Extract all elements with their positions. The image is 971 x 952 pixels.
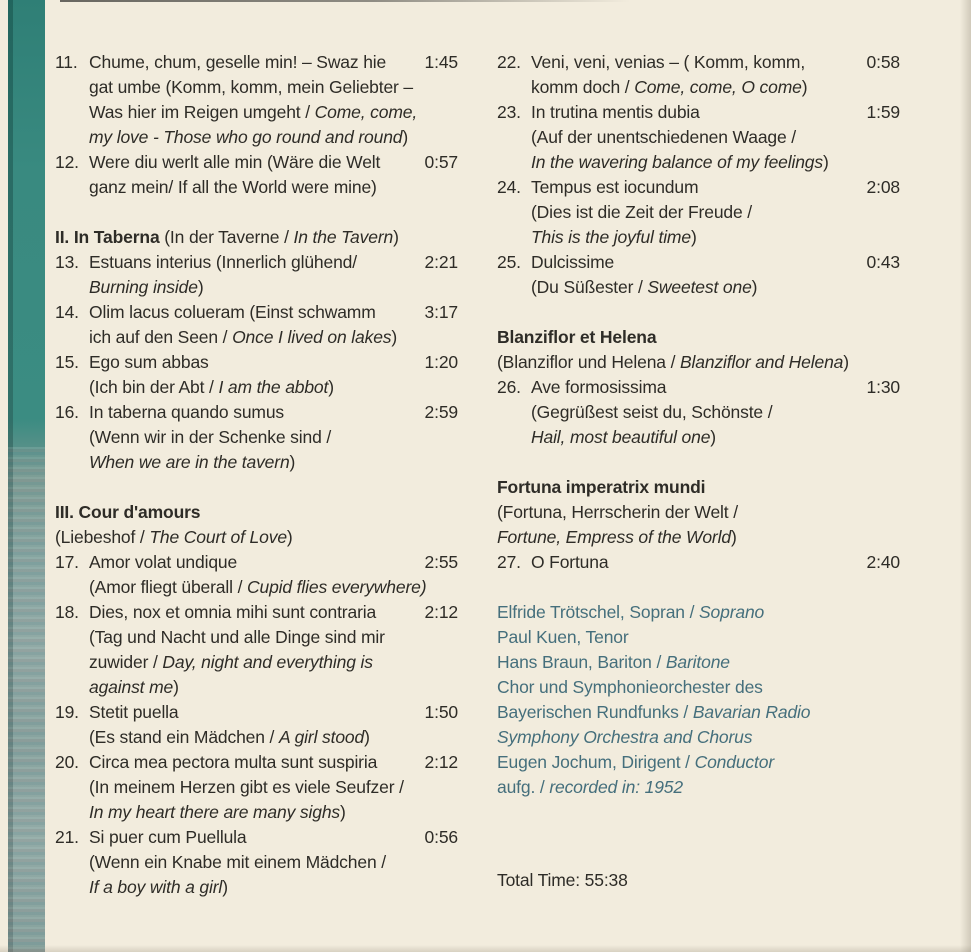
translation-italic-text: Come, come,: [314, 102, 418, 122]
text: (Fortuna, Herrscherin der Welt /: [497, 502, 738, 522]
track-duration: 1:45: [424, 52, 458, 72]
text: Chume, chum, geselle min! – Swaz hie: [89, 52, 387, 72]
text-line: [531, 50, 854, 75]
text: (Blanziflor und Helena /: [497, 352, 681, 372]
text: ): [364, 727, 370, 747]
translation-italic-text: Burning inside: [89, 277, 198, 297]
text-line: [531, 225, 854, 250]
track-number: 24.: [497, 177, 521, 197]
text-line: [497, 725, 900, 750]
translation-italic-text: Blanziflor and Helena: [680, 352, 844, 372]
translation-italic-text: Fortune, Empress of the World: [497, 527, 731, 547]
text-line: [531, 125, 854, 150]
text-line: [497, 475, 900, 500]
text-line: [497, 625, 900, 650]
text: ): [402, 127, 409, 147]
track-duration: 0:43: [866, 252, 900, 272]
text-line: [497, 700, 900, 725]
track-number: 22.: [497, 52, 521, 72]
track-title-block: [89, 50, 418, 150]
track-number: 13.: [55, 252, 79, 272]
track-duration: 0:58: [866, 52, 900, 72]
text-line: [89, 575, 427, 600]
text-line: [531, 275, 854, 300]
track-title-block: [89, 550, 427, 600]
text-line: [89, 850, 412, 875]
text-line: [89, 800, 412, 825]
text: In trutina mentis dubia: [531, 102, 700, 122]
text: Total Time: 55:38: [497, 869, 628, 890]
text-line: [497, 675, 900, 700]
heading-text: III. Cour d'amours: [55, 502, 201, 522]
translation-italic-text: Symphony Orchestra and Chorus: [497, 727, 753, 747]
track-title-block: [89, 300, 412, 350]
track-title-block: [531, 550, 854, 575]
text-line: [89, 100, 418, 125]
text-line: [497, 525, 900, 550]
text: gat umbe (Komm, komm, mein Geliebter –: [89, 77, 413, 97]
track-number: 18.: [55, 602, 79, 622]
heading-text: Blanziflor et Helena: [497, 327, 657, 347]
track-duration: 0:56: [424, 827, 458, 847]
text: ): [197, 277, 204, 297]
text: (In der Taverne /: [159, 227, 294, 247]
track-duration: 2:55: [424, 552, 458, 572]
translation-italic-text: A girl stood: [278, 727, 365, 747]
text-line: [89, 50, 412, 75]
page-edge-shadow-bottom: [0, 945, 971, 952]
text: Were diu werlt alle min (Wäre die Welt: [89, 152, 381, 172]
track-row: [497, 250, 900, 300]
text: (Amor fliegt überall /: [89, 577, 247, 597]
text-line: [89, 350, 412, 375]
text: ): [822, 152, 829, 172]
text: Veni, veni, venias – ( Komm, komm,: [531, 52, 806, 72]
track-title-block: [89, 400, 412, 475]
text: (Liebeshof /: [55, 527, 150, 547]
text-line: [89, 650, 412, 675]
track-title-block: [89, 825, 412, 900]
text: (In meinem Herzen gibt es viele Seufzer /: [89, 777, 404, 797]
text-line: [89, 550, 412, 575]
text-line: [89, 625, 412, 650]
translation-italic-text: recorded in: 1952: [549, 777, 683, 797]
text: Si puer cum Puellula: [89, 827, 247, 847]
text-line: [497, 500, 900, 525]
translation-italic-text: Come, come, O come: [634, 77, 802, 97]
text-line: [531, 100, 854, 125]
track-duration: 2:21: [424, 252, 458, 272]
text: Was hier im Reigen umgeht /: [89, 102, 315, 122]
text-line: [89, 250, 412, 275]
text-line: [89, 725, 412, 750]
track-number: 21.: [55, 827, 79, 847]
text-line: [89, 750, 412, 775]
track-duration: 3:17: [424, 302, 458, 322]
section-subtitle: [497, 500, 900, 550]
track-title-block: [531, 375, 854, 450]
track-title-block: [531, 175, 854, 250]
text: In taberna quando sumus: [89, 402, 285, 422]
track-title-block: [89, 750, 412, 825]
translation-italic-text: This is the joyful time: [531, 227, 691, 247]
text: (Gegrüßest seist du, Schönste /: [531, 402, 773, 422]
booklet-spine-strip: [8, 0, 45, 952]
text: O Fortuna: [531, 552, 609, 572]
track-row: [55, 550, 458, 600]
text: komm doch /: [531, 77, 635, 97]
text-line: [531, 175, 854, 200]
track-row: [55, 50, 458, 150]
track-number: 23.: [497, 102, 521, 122]
track-number: 19.: [55, 702, 79, 722]
translation-italic-text: Hail, most beautiful one: [531, 427, 711, 447]
text-line: [55, 225, 458, 250]
page-edge-shadow-right: [960, 0, 971, 952]
text: Stetit puella: [89, 702, 179, 722]
translation-italic-text: my love - Those who go round and round: [89, 127, 403, 147]
text-line: [55, 500, 458, 525]
track-number: 17.: [55, 552, 79, 572]
track-row: [55, 250, 458, 300]
text: Circa mea pectora multa sunt suspiria: [89, 752, 378, 772]
section-heading: [55, 225, 458, 250]
text: ): [801, 77, 808, 97]
text-line: [89, 700, 412, 725]
tracklist-column-right: [497, 50, 900, 893]
track-number: 16.: [55, 402, 79, 422]
track-duration: 2:08: [866, 177, 900, 197]
text: (Du Süßester /: [531, 277, 648, 297]
translation-italic-text: Baritone: [665, 652, 730, 672]
text-line: [89, 125, 412, 150]
track-duration: 1:20: [424, 352, 458, 372]
track-row: [55, 400, 458, 475]
track-row: [55, 600, 458, 700]
translation-italic-text: Day, night and everything is: [162, 652, 373, 672]
track-duration: 2:12: [424, 602, 458, 622]
track-number: 27.: [497, 552, 521, 572]
text-line: [89, 450, 412, 475]
track-row: [497, 50, 900, 100]
text: ): [222, 877, 228, 897]
text-line: [89, 600, 412, 625]
text: ): [173, 677, 179, 697]
text-line: [89, 175, 412, 200]
text: Chor und Symphonieorchester des: [497, 677, 763, 697]
translation-italic-text: In the wavering balance of my feelings: [531, 152, 823, 172]
text-line: [497, 325, 900, 350]
track-duration: 1:59: [866, 102, 900, 122]
section-heading: [497, 325, 900, 350]
track-row: [497, 550, 900, 575]
translation-italic-text: against me: [89, 677, 174, 697]
track-number: 11.: [55, 52, 78, 72]
track-title-block: [89, 600, 412, 700]
track-duration: 0:57: [424, 152, 458, 172]
performers-credits: [497, 600, 900, 800]
section-heading: [497, 475, 900, 500]
text-line: [497, 650, 900, 675]
track-row: [55, 750, 458, 825]
text-line: [497, 775, 900, 800]
heading-text: Fortuna imperatrix mundi: [497, 477, 706, 497]
track-row: [497, 375, 900, 450]
text: ): [393, 227, 399, 247]
translation-italic-text: Bavarian Radio: [692, 702, 811, 722]
track-row: [497, 100, 900, 175]
track-title-block: [89, 700, 412, 750]
track-row: [55, 150, 458, 200]
text: Bayerischen Rundfunks /: [497, 702, 693, 722]
text: Ave formosissima: [531, 377, 667, 397]
track-number: 15.: [55, 352, 79, 372]
text-line: [531, 250, 854, 275]
text: ): [391, 327, 398, 347]
track-duration: 1:30: [866, 377, 900, 397]
translation-italic-text: In the Tavern: [293, 227, 394, 247]
text: (Wenn ein Knabe mit einem Mädchen /: [89, 852, 386, 872]
track-row: [55, 700, 458, 750]
text: ): [690, 227, 697, 247]
text: (Dies ist die Zeit der Freude /: [531, 202, 752, 222]
text: aufg. /: [497, 777, 550, 797]
text: ): [289, 452, 296, 472]
text: Dulcissime: [531, 252, 615, 272]
track-title-block: [531, 50, 854, 100]
text-line: [531, 375, 854, 400]
text: (Wenn wir in der Schenke sind /: [89, 427, 332, 447]
text: ): [328, 377, 334, 397]
heading-text: II. In Taberna: [55, 227, 160, 247]
translation-italic-text: In my heart there are many sighs: [89, 802, 341, 822]
translation-italic-text: Conductor: [694, 752, 775, 772]
text: (Es stand ein Mädchen /: [89, 727, 279, 747]
track-duration: 2:59: [424, 402, 458, 422]
text: Dies, nox et omnia mihi sunt contraria: [89, 602, 377, 622]
text-line: [531, 400, 854, 425]
text-line: [89, 375, 412, 400]
section-heading: [55, 500, 458, 525]
text: Tempus est iocundum: [531, 177, 699, 197]
track-title-block: [89, 250, 412, 300]
text-line: [55, 525, 458, 550]
track-number: 20.: [55, 752, 79, 772]
text-line: [89, 325, 412, 350]
track-duration: 2:40: [866, 552, 900, 572]
translation-italic-text: When we are in the tavern: [89, 452, 290, 472]
text: ): [340, 802, 346, 822]
text-line: [89, 675, 412, 700]
text: Amor volat undique: [89, 552, 238, 572]
text-line: [497, 350, 900, 375]
text-line: [89, 775, 412, 800]
track-number: 25.: [497, 252, 521, 272]
text-line: [89, 75, 412, 100]
track-row: [55, 300, 458, 350]
text: ): [710, 427, 716, 447]
text-line: [497, 750, 900, 775]
track-row: [55, 350, 458, 400]
track-title-block: [531, 100, 854, 175]
text-line: [531, 425, 854, 450]
track-title-block: [89, 350, 412, 400]
track-row: [55, 825, 458, 900]
track-number: 14.: [55, 302, 79, 322]
text: (Ich bin der Abt /: [89, 377, 219, 397]
translation-italic-text: Soprano: [699, 602, 765, 622]
text-line: [531, 200, 854, 225]
text: ): [730, 527, 737, 547]
text-line: [89, 300, 412, 325]
text: Ego sum abbas: [89, 352, 209, 372]
text-line: [497, 868, 900, 893]
text: ganz mein/ If all the World were mine): [89, 177, 377, 197]
section-subtitle: [55, 525, 458, 550]
text-line: [89, 875, 412, 900]
translation-italic-text: If a boy with a girl: [89, 877, 223, 897]
text: Hans Braun, Bariton /: [497, 652, 666, 672]
text: Olim lacus colueram (Einst schwamm: [89, 302, 376, 322]
text-line: [497, 600, 900, 625]
track-number: 26.: [497, 377, 521, 397]
text-line: [89, 400, 412, 425]
track-title-block: [89, 150, 412, 200]
text-line: [89, 825, 412, 850]
track-duration: 1:50: [424, 702, 458, 722]
text: ): [286, 527, 293, 547]
translation-italic-text: Cupid flies everywhere): [247, 577, 427, 597]
text: Paul Kuen, Tenor: [497, 627, 629, 647]
track-duration: 2:12: [424, 752, 458, 772]
text-line: [531, 150, 854, 175]
translation-italic-text: Sweetest one: [647, 277, 752, 297]
text: ich auf den Seen /: [89, 327, 233, 347]
total-time: [497, 868, 900, 893]
track-row: [497, 175, 900, 250]
text: ): [751, 277, 758, 297]
text-line: [531, 75, 854, 100]
tracklist-column-left: [55, 50, 458, 900]
text: Estuans interius (Innerlich glühend/: [89, 252, 357, 272]
text: (Auf der unentschiedenen Waage /: [531, 127, 797, 147]
text: Eugen Jochum, Dirigent /: [497, 752, 695, 772]
translation-italic-text: Once I lived on lakes: [232, 327, 392, 347]
text: zuwider /: [89, 652, 163, 672]
translation-italic-text: I am the abbot: [218, 377, 329, 397]
section-subtitle: [497, 350, 900, 375]
track-title-block: [531, 250, 854, 300]
text: Elfride Trötschel, Sopran /: [497, 602, 700, 622]
text-line: [531, 550, 854, 575]
translation-italic-text: The Court of Love: [149, 527, 287, 547]
text-line: [89, 275, 412, 300]
text-line: [89, 425, 412, 450]
text-line: [89, 150, 412, 175]
track-number: 12.: [55, 152, 79, 172]
text: ): [843, 352, 849, 372]
scan-edge-line: [60, 0, 630, 2]
text: (Tag und Nacht und alle Dinge sind mir: [89, 627, 385, 647]
